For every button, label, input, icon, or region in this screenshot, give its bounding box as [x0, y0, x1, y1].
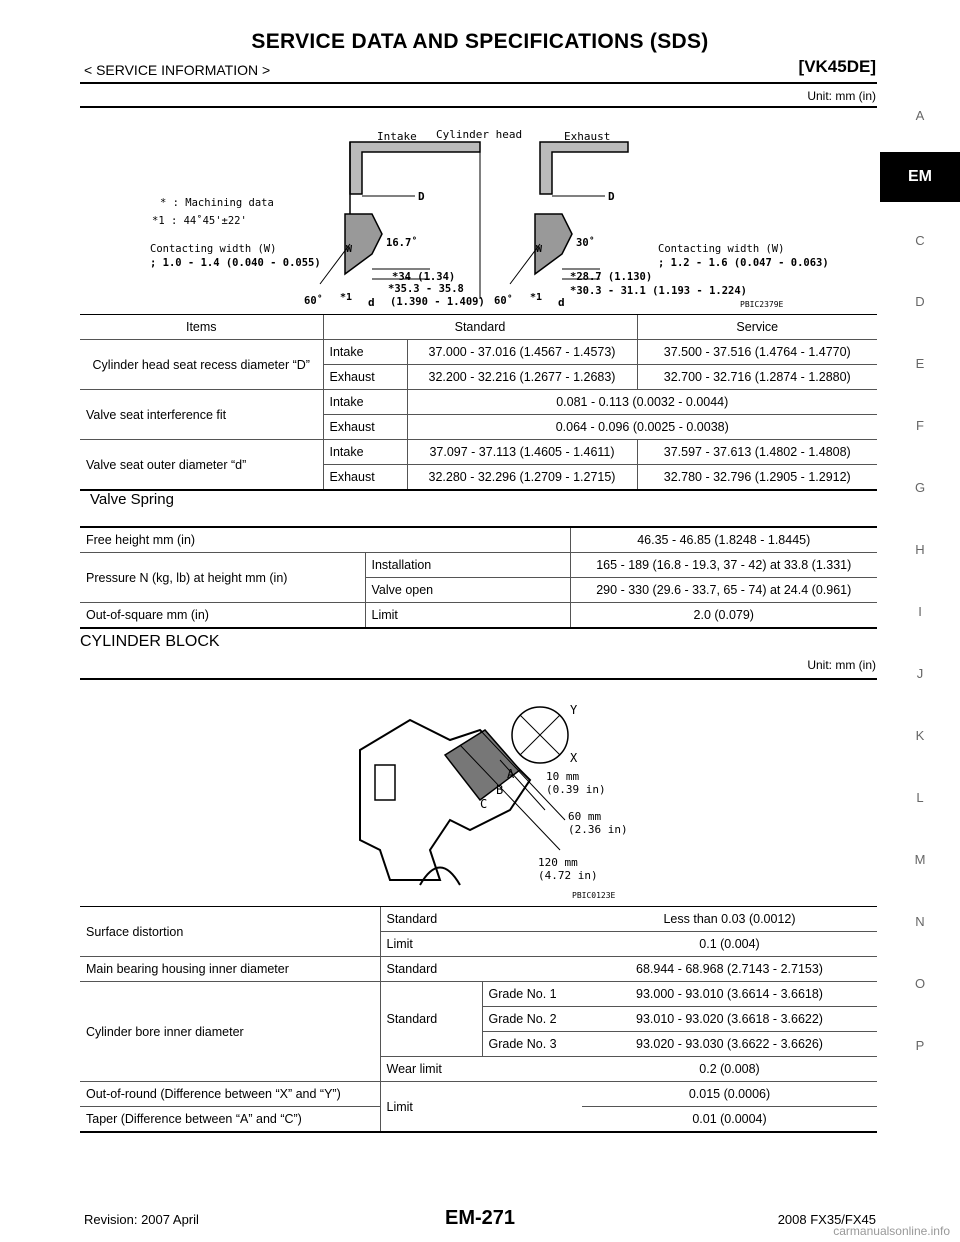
fig1-star1-left: *1 [340, 292, 353, 303]
fig1-id: PBIC2379E [740, 300, 784, 309]
row-sub: Exhaust [323, 365, 407, 390]
valve-open-value: 290 - 330 (29.6 - 33.7, 65 - 74) at 24.4 (0.961) [570, 578, 877, 603]
row-sub: Exhaust [323, 415, 407, 440]
surface-limit-value: 0.1 (0.004) [582, 932, 877, 957]
side-tab-i[interactable]: I [918, 604, 922, 619]
valve-seat-table [80, 315, 877, 491]
free-height-label: Free height mm (in) [80, 528, 570, 553]
wear-value: 0.2 (0.008) [582, 1057, 877, 1082]
surface-std-value: Less than 0.03 (0.0012) [582, 907, 877, 932]
fig1-machining: * : Machining data [160, 197, 274, 209]
cyl-fig-120a: 120 mm [538, 856, 578, 869]
row-service: 32.780 - 32.796 (1.2905 - 1.2912) [637, 465, 877, 491]
cylinder-block-rule [80, 678, 877, 680]
row-value: 0.081 - 0.113 (0.0032 - 0.0044) [407, 390, 877, 415]
unit-label: Unit: mm (in) [807, 89, 876, 103]
page-title: SERVICE DATA AND SPECIFICATIONS (SDS) [251, 30, 709, 53]
row-sub: Exhaust [323, 465, 407, 491]
bore-label: Cylinder bore inner diameter [80, 982, 380, 1082]
fig1-star1-right: *1 [530, 292, 543, 303]
fig1-d-left: D [418, 190, 425, 203]
fig1-dim-r1: *28.7 (1.130) [570, 271, 653, 283]
side-tab-d[interactable]: D [915, 294, 925, 309]
row-standard: 37.097 - 37.113 (1.4605 - 1.4611) [407, 440, 637, 465]
fig1-deg60-right: 60˚ [494, 295, 513, 307]
model-code: [VK45DE] [798, 57, 876, 76]
fig1-w-left: W [346, 244, 353, 255]
header-service: Service [637, 315, 877, 340]
row-sub: Intake [323, 440, 407, 465]
row-item: Cylinder head seat recess diameter “D” [80, 340, 323, 390]
cyl-fig-60b: (2.36 in) [568, 823, 628, 836]
fig1-note1: *1 : 44˚45'±22' [152, 215, 247, 227]
cyl-fig-120b: (4.72 in) [538, 869, 598, 882]
section-label: < SERVICE INFORMATION > [84, 62, 271, 78]
fig1-contact-left-1: Contacting width (W) [150, 243, 277, 255]
fig1-d-right: D [608, 190, 615, 203]
header-items: Items [80, 315, 323, 340]
grade2-value: 93.010 - 93.020 (3.6618 - 3.6622) [582, 1007, 877, 1032]
cyl-fig-c: C [480, 797, 488, 811]
cyl-fig-y: Y [570, 703, 578, 717]
surface-std-label: Standard [380, 907, 582, 932]
grade3-value: 93.020 - 93.030 (3.6622 - 3.6626) [582, 1032, 877, 1057]
surface-label: Surface distortion [80, 907, 380, 957]
side-tab-g[interactable]: G [914, 480, 926, 495]
fig1-cylhead-label: Cylinder head [436, 128, 523, 141]
free-height-value: 46.35 - 46.85 (1.8248 - 1.8445) [570, 528, 877, 553]
fig1-angle-left: 16.7˚ [386, 237, 418, 249]
main-label: Main bearing housing inner diameter [80, 957, 380, 982]
installation-value: 165 - 189 (16.8 - 19.3, 37 - 42) at 33.8 (1.331) [570, 553, 877, 578]
fig1-contact-left-2: ; 1.0 - 1.4 (0.040 - 0.055) [150, 257, 321, 269]
valve-seat-figure [140, 124, 829, 314]
side-tab-p[interactable]: P [915, 1038, 925, 1053]
side-tab-e[interactable]: E [915, 356, 925, 371]
fig1-exhaust-label: Exhaust [564, 130, 611, 143]
cyl-fig-x: X [570, 751, 578, 765]
row-item: Valve seat interference fit [80, 390, 323, 440]
table-row [80, 957, 877, 982]
table-top-rule [80, 106, 877, 108]
table-row [80, 440, 877, 465]
side-tab-k[interactable]: K [915, 728, 925, 743]
taper-value: 0.01 (0.0004) [582, 1107, 877, 1133]
table-row [80, 553, 877, 578]
oor-value: 0.015 (0.0006) [582, 1082, 877, 1107]
footer-revision: Revision: 2007 April [84, 1212, 199, 1227]
row-service: 37.597 - 37.613 (1.4802 - 1.4808) [637, 440, 877, 465]
fig1-contact-right-1: Contacting width (W) [658, 243, 785, 255]
grade1-value: 93.000 - 93.010 (3.6614 - 3.6618) [582, 982, 877, 1007]
fig1-dim-l1: *34 (1.34) [392, 271, 456, 283]
fig1-dim-l3: (1.390 - 1.409) [390, 296, 485, 308]
grade1-label: Grade No. 1 [482, 982, 582, 1007]
table-row [80, 982, 877, 1007]
side-tab-f[interactable]: F [916, 418, 924, 433]
table-row [80, 603, 877, 629]
row-sub: Intake [323, 340, 407, 365]
row-standard: 37.000 - 37.016 (1.4567 - 1.4573) [407, 340, 637, 365]
fig1-d-small-right: d [558, 296, 565, 309]
oos-value: 2.0 (0.079) [570, 603, 877, 629]
surface-limit-label: Limit [380, 932, 582, 957]
cyl-fig-60a: 60 mm [568, 810, 602, 823]
side-tab-j[interactable]: J [916, 666, 924, 681]
header-rule [80, 82, 877, 84]
row-service: 32.700 - 32.716 (1.2874 - 1.2880) [637, 365, 877, 390]
side-tab-m[interactable]: M [914, 852, 926, 867]
table-header-row [80, 315, 877, 340]
side-tab-h[interactable]: H [915, 542, 925, 557]
footer-page-number: EM-271 [444, 1207, 516, 1229]
grade2-label: Grade No. 2 [482, 1007, 582, 1032]
wear-label: Wear limit [380, 1057, 582, 1082]
cyl-fig-10b: (0.39 in) [546, 783, 606, 796]
oos-limit-label: Limit [365, 603, 570, 629]
oos-label: Out-of-square mm (in) [80, 603, 365, 629]
fig1-intake-label: Intake [377, 130, 417, 143]
cylinder-block-unit: Unit: mm (in) [807, 658, 876, 672]
watermark: carmanualsonline.info [833, 1224, 950, 1238]
cylinder-block-table [80, 907, 877, 1133]
fig1-d-small-left: d [368, 296, 375, 309]
fig1-angle-right: 30˚ [576, 237, 595, 249]
cyl-fig-b: B [496, 783, 504, 797]
table-row [80, 1082, 877, 1107]
cyl-fig-id: PBIC0123E [572, 891, 616, 900]
cylinder-block-figure [330, 700, 650, 905]
side-tab-n[interactable]: N [915, 914, 925, 929]
table-row [80, 340, 877, 365]
table-row [80, 528, 877, 553]
row-item: Valve seat outer diameter “d” [80, 440, 323, 491]
row-service: 37.500 - 37.516 (1.4764 - 1.4770) [637, 340, 877, 365]
valve-spring-heading: Valve Spring [90, 491, 174, 508]
fig1-dim-l2: *35.3 - 35.8 [388, 283, 464, 295]
table-row [80, 907, 877, 932]
valve-spring-table [80, 528, 877, 629]
footer-model: 2008 FX35/FX45 [777, 1212, 876, 1227]
main-std-label: Standard [380, 957, 582, 982]
grade3-label: Grade No. 3 [482, 1032, 582, 1057]
fig1-contact-right-2: ; 1.2 - 1.6 (0.047 - 0.063) [658, 257, 829, 269]
row-standard: 32.280 - 32.296 (1.2709 - 1.2715) [407, 465, 637, 491]
side-tab-o[interactable]: O [914, 976, 926, 991]
fig1-w-right: W [536, 244, 543, 255]
bore-std-label: Standard [380, 982, 482, 1057]
taper-label: Taper (Difference between “A” and “C”) [80, 1107, 380, 1133]
side-tab-c[interactable]: C [915, 233, 925, 248]
side-tab-em[interactable]: EM [880, 152, 960, 202]
cyl-fig-a: A [507, 767, 515, 781]
pressure-label: Pressure N (kg, lb) at height mm (in) [80, 553, 365, 603]
side-tab-l[interactable]: L [916, 790, 924, 805]
header-standard: Standard [323, 315, 637, 340]
table-row [80, 390, 877, 415]
cyl-fig-10a: 10 mm [546, 770, 580, 783]
fig1-dim-r2: *30.3 - 31.1 (1.193 - 1.224) [570, 285, 748, 297]
valve-open-label: Valve open [365, 578, 570, 603]
row-sub: Intake [323, 390, 407, 415]
cylinder-block-heading: CYLINDER BLOCK [80, 633, 220, 650]
side-tab-a[interactable]: A [915, 108, 925, 123]
limit-label: Limit [380, 1082, 582, 1133]
fig1-deg60-left: 60˚ [304, 295, 323, 307]
row-value: 0.064 - 0.096 (0.0025 - 0.0038) [407, 415, 877, 440]
oor-label: Out-of-round (Difference between “X” and “Y”) [80, 1082, 380, 1107]
row-standard: 32.200 - 32.216 (1.2677 - 1.2683) [407, 365, 637, 390]
main-value: 68.944 - 68.968 (2.7143 - 2.7153) [582, 957, 877, 982]
installation-label: Installation [365, 553, 570, 578]
